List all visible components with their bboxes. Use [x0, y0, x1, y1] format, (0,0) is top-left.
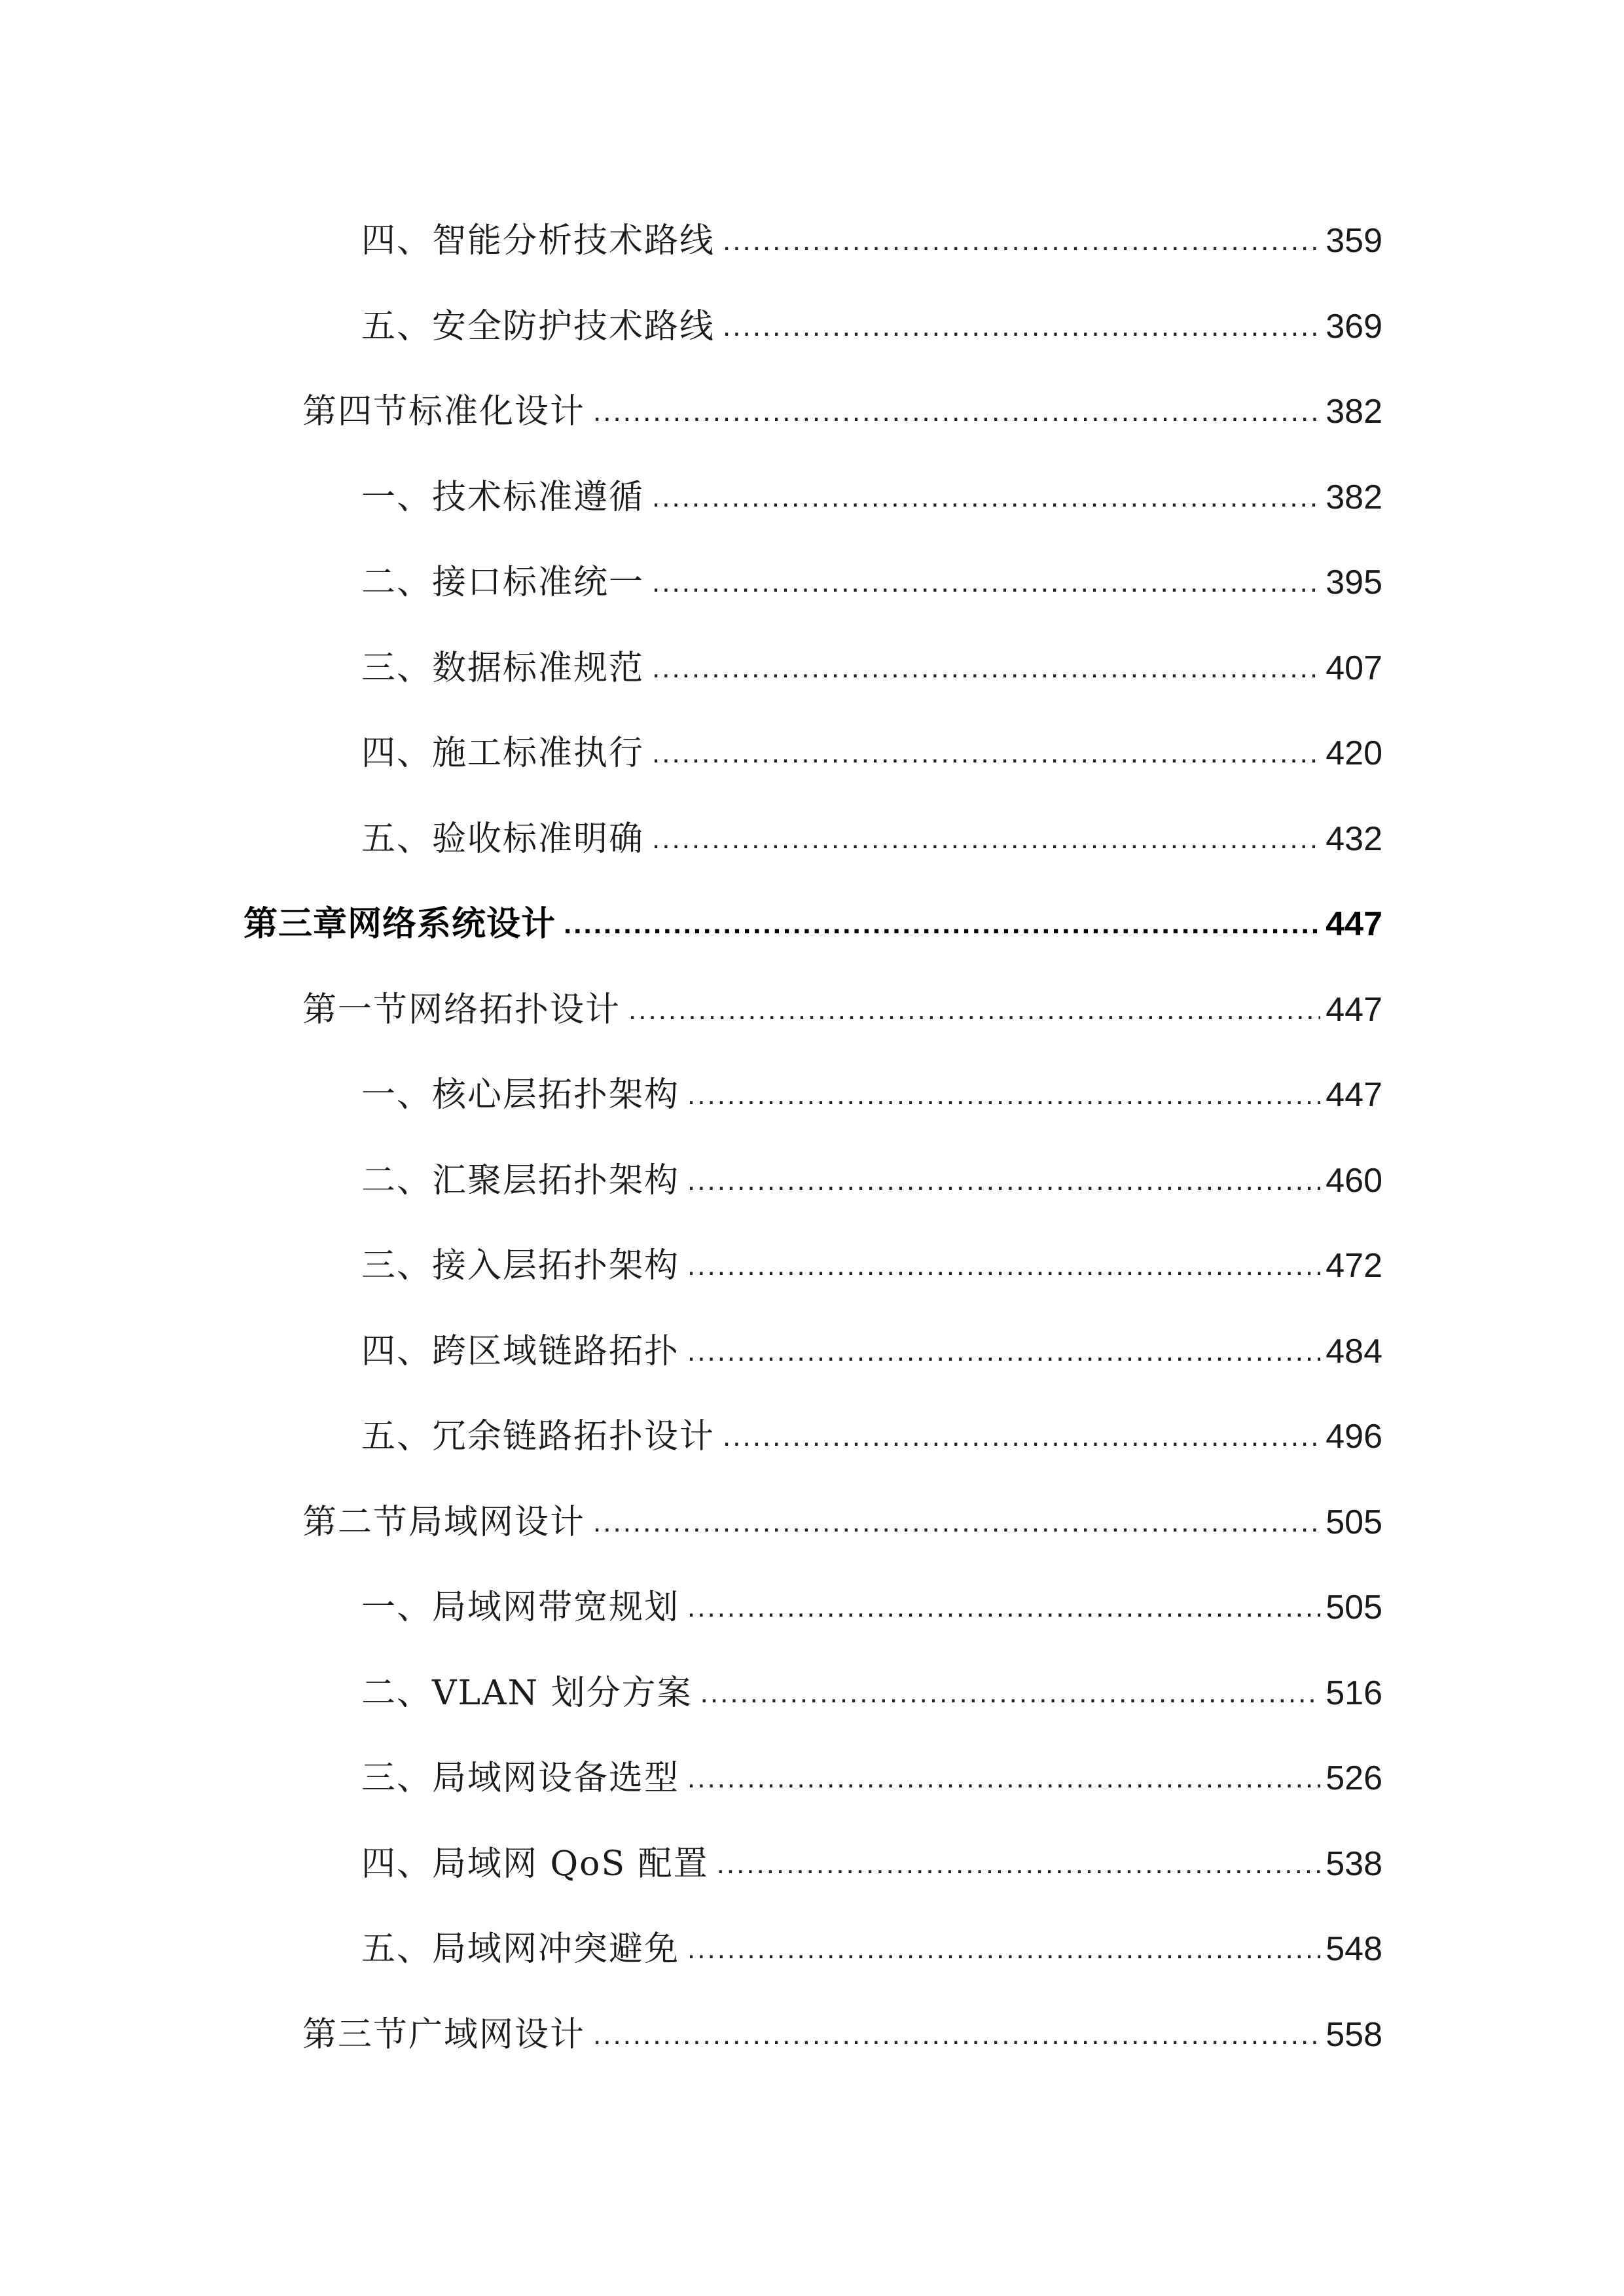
toc-entry-title: 一、技术标准遵循 [361, 477, 645, 517]
toc-dot-leader [593, 1490, 1320, 1555]
toc-entry-title: 第四节标准化设计 [302, 392, 586, 431]
toc-entry-title: 二、接口标准统一 [361, 563, 645, 602]
toc-page-number: 382 [1326, 478, 1382, 516]
toc-page-number: 460 [1326, 1161, 1382, 1200]
toc-page-number: 447 [1326, 905, 1382, 943]
toc-entry-title: 四、局域网 QoS 配置 [361, 1844, 709, 1884]
toc-entry-item[interactable] [361, 1233, 1382, 1299]
toc-entry-title: 第三节广域网设计 [302, 2015, 586, 2054]
toc-dot-leader [723, 1404, 1320, 1469]
toc-dot-leader [687, 1575, 1320, 1640]
toc-entry-item[interactable] [361, 1404, 1382, 1469]
toc-page-number: 505 [1326, 1503, 1382, 1541]
toc-entry-title: 三、局域网设备选型 [361, 1759, 680, 1798]
toc-entry-title: 四、智能分析技术路线 [361, 221, 715, 260]
toc-entry-title: 二、汇聚层拓扑架构 [361, 1160, 680, 1200]
toc-entry-item[interactable] [361, 1660, 1382, 1726]
toc-page-number: 447 [1326, 990, 1382, 1029]
toc-page-number: 472 [1326, 1247, 1382, 1285]
toc-dot-leader [593, 379, 1320, 444]
toc-entry-item[interactable] [361, 806, 1382, 872]
toc-dot-leader [687, 1062, 1320, 1128]
toc-page-number: 505 [1326, 1588, 1382, 1626]
toc-page-number: 382 [1326, 393, 1382, 431]
toc-entry-section[interactable] [302, 379, 1382, 444]
toc-page-number: 558 [1326, 2015, 1382, 2054]
toc-page-number: 548 [1326, 1930, 1382, 1968]
toc-dot-leader [628, 977, 1320, 1043]
toc-entry-item[interactable] [361, 1916, 1382, 1982]
toc-entry-item[interactable] [361, 1062, 1382, 1128]
toc-entry-title: 二、VLAN 划分方案 [361, 1673, 693, 1713]
toc-entry-item[interactable] [361, 636, 1382, 701]
toc-dot-leader [593, 2002, 1320, 2068]
toc-page-number: 359 [1326, 222, 1382, 260]
toc-entry-section[interactable] [302, 2002, 1382, 2068]
toc-dot-leader [687, 1319, 1320, 1384]
toc-entry-title: 一、核心层拓扑架构 [361, 1075, 680, 1115]
toc-entry-title: 五、局域网冲突避免 [361, 1929, 680, 1969]
toc-page-number: 484 [1326, 1332, 1382, 1371]
toc-page-number: 369 [1326, 307, 1382, 346]
toc-entry-item[interactable] [361, 294, 1382, 359]
toc-page-number: 496 [1326, 1418, 1382, 1456]
toc-dot-leader [687, 1148, 1320, 1213]
toc-entry-item[interactable] [361, 465, 1382, 530]
toc-entry-title: 第三章网络系统设计 [244, 905, 556, 944]
toc-entry-item[interactable] [361, 550, 1382, 615]
toc-dot-leader [652, 721, 1320, 786]
toc-entry-title: 一、局域网带宽规划 [361, 1588, 680, 1627]
toc-page-number: 395 [1326, 564, 1382, 601]
toc-dot-leader [652, 636, 1320, 701]
toc-dot-leader [723, 208, 1320, 274]
toc-dot-leader [564, 891, 1320, 957]
toc-entry-item[interactable] [361, 1319, 1382, 1384]
toc-entry-item[interactable] [361, 208, 1382, 274]
toc-page-number: 407 [1326, 649, 1382, 687]
toc-page-number: 526 [1326, 1759, 1382, 1797]
toc-entry-section[interactable] [302, 977, 1382, 1043]
toc-dot-leader [687, 1746, 1320, 1811]
toc-entry-title: 五、验收标准明确 [361, 819, 645, 859]
toc-entry-title: 四、施工标准执行 [361, 734, 645, 773]
toc-entry-chapter[interactable] [244, 891, 1382, 957]
toc-entry-title: 第一节网络拓扑设计 [302, 990, 621, 1030]
toc-page-number: 447 [1326, 1076, 1382, 1114]
toc-page-number: 420 [1326, 734, 1382, 772]
toc-dot-leader [687, 1916, 1320, 1982]
toc-dot-leader [652, 465, 1320, 530]
toc-entry-title: 五、安全防护技术路线 [361, 306, 715, 346]
toc-entry-title: 四、跨区域链路拓扑 [361, 1331, 680, 1371]
toc-entry-title: 三、接入层拓扑架构 [361, 1246, 680, 1285]
toc-dot-leader [717, 1831, 1321, 1897]
toc-entry-title: 五、冗余链路拓扑设计 [361, 1417, 715, 1456]
toc-entry-title: 第二节局域网设计 [302, 1502, 586, 1542]
toc-entry-title: 三、数据标准规范 [361, 648, 645, 688]
toc-page-number: 516 [1326, 1674, 1382, 1712]
toc-page-number: 432 [1326, 819, 1382, 858]
toc-entry-item[interactable] [361, 1575, 1382, 1640]
toc-entry-section[interactable] [302, 1490, 1382, 1555]
toc-page-number: 538 [1326, 1844, 1382, 1883]
toc-entry-item[interactable] [361, 1831, 1382, 1897]
toc-dot-leader [652, 550, 1320, 615]
toc-dot-leader [723, 294, 1320, 359]
toc-entry-item[interactable] [361, 721, 1382, 786]
toc-dot-leader [700, 1660, 1321, 1726]
toc-entry-item[interactable] [361, 1746, 1382, 1811]
toc-entry-item[interactable] [361, 1148, 1382, 1213]
toc-dot-leader [687, 1233, 1320, 1299]
toc-dot-leader [652, 806, 1320, 872]
